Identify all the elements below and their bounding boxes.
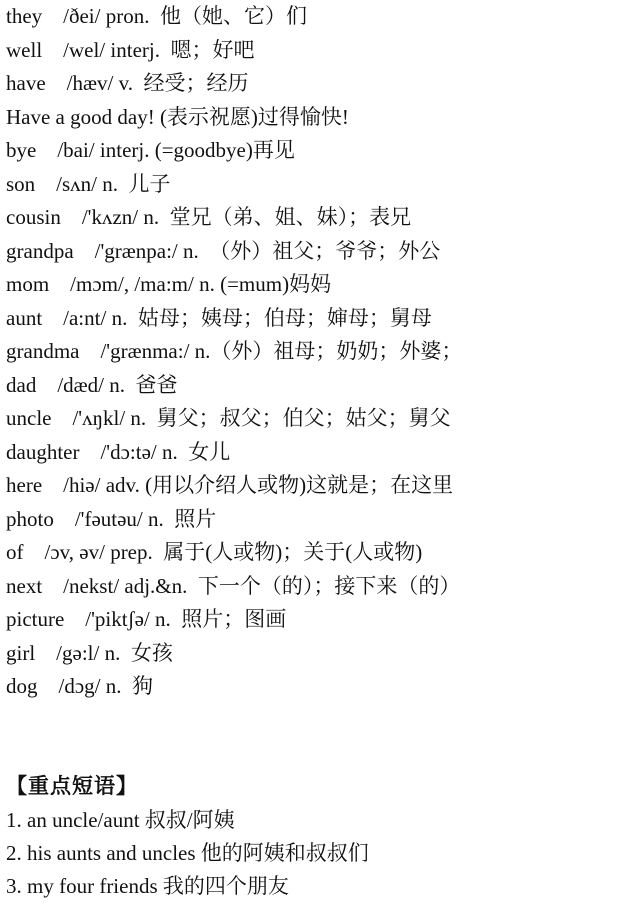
- vocab-entry-well: well /wel/ interj. 嗯；好吧: [6, 37, 255, 62]
- vocab-entry-cousin: cousin /'kʌzn/ n. 堂兄（弟、姐、妹）；表兄: [6, 205, 412, 229]
- key-phrases-section: [6, 768, 636, 903]
- vocab-entry-next: next /nekst/ adj.&n. 下一个（的）；接下来（的）: [6, 573, 461, 598]
- phrase-item: 2. his aunts and uncles 他的阿姨和叔叔们: [6, 841, 369, 865]
- vocab-entry-have: have /hæv/ v. 经受；经历: [6, 71, 249, 95]
- vocab-entry-bye: bye /bai/ interj. (=goodbye)再见: [6, 138, 295, 162]
- vocab-entry-grandpa: grandpa /'grænpa:/ n. （外）祖父；爷爷；外公: [6, 238, 441, 263]
- vocab-entry-mom: mom /mɔm/, /ma:m/ n. (=mum)妈妈: [6, 272, 332, 296]
- vocab-entry-photo: photo /'fəutəu/ n. 照片: [6, 506, 217, 531]
- vocab-entry-dad: dad /dæd/ n. 爸爸: [6, 372, 178, 397]
- vocab-entry-daughter: daughter /'dɔ:tə/ n. 女儿: [6, 439, 231, 464]
- section-heading: 【重点短语】: [6, 774, 138, 798]
- vocab-entry-grandma: grandma /'grænma:/ n.（外）祖母；奶奶；外婆；: [6, 339, 463, 363]
- vocab-entry-here: here /hiə/ adv. (用以介绍人或物)这就是；在这里: [6, 473, 454, 497]
- phrase-item: 1. an uncle/aunt 叔叔/阿姨: [6, 808, 235, 832]
- vocab-entry-they: they /ðei/ pron. 他（她、它）们: [6, 4, 307, 28]
- vocabulary-list: [6, 0, 636, 704]
- vocab-entry-aunt: aunt /a:nt/ n. 姑母；姨母；伯母；婶母；舅母: [6, 305, 432, 330]
- vocab-entry-son: son /sʌn/ n. 儿子: [6, 171, 171, 196]
- vocab-entry-of: of /ɔv, əv/ prep. 属于(人或物)；关于(人或物): [6, 540, 423, 564]
- vocab-entry-have-a-good-day: Have a good day! (表示祝愿)过得愉快!: [6, 104, 349, 129]
- vocab-entry-dog: dog /dɔg/ n. 狗: [6, 674, 153, 698]
- vocab-entry-uncle: uncle /'ʌŋkl/ n. 舅父；叔父；伯父；姑父；舅父: [6, 406, 451, 430]
- vocab-entry-picture: picture /'piktʃə/ n. 照片；图画: [6, 607, 287, 631]
- vocab-entry-girl: girl /gə:l/ n. 女孩: [6, 640, 173, 665]
- phrase-item: 3. my four friends 我的四个朋友: [6, 874, 289, 898]
